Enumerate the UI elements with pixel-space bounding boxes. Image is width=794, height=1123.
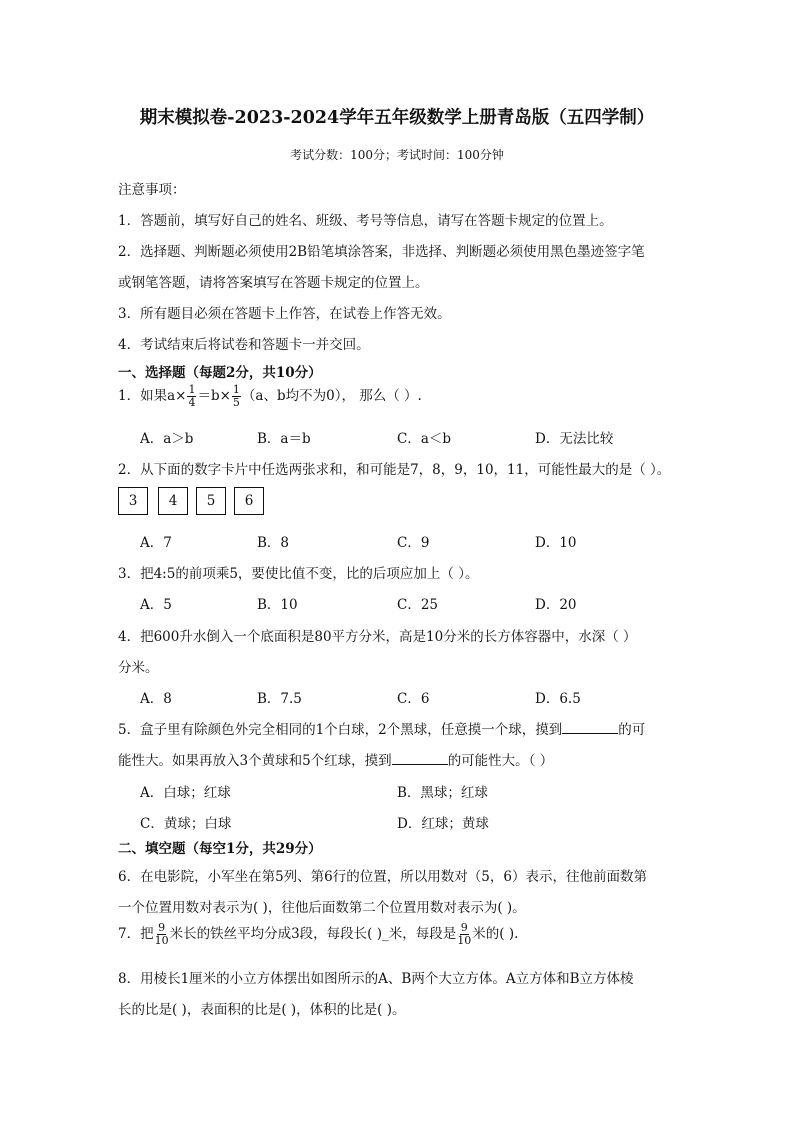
answer-blank [562, 721, 618, 734]
question-7: 7．把 $\frac{9}{10}$ 米长的铁丝平均分成3段，每段长( )_米，每段是 $\frac{9}{10}$ 米的( ). [118, 921, 519, 947]
question-5: 5．盒子里有除颜色外完全相同的1个白球，2个黑球，任意摸一个球，摸到 的可 [118, 722, 646, 738]
option-c: C．6 [397, 691, 430, 707]
question-5-cont: 能性大。如果再放入3个黄球和5个红球，摸到 的可能性大。（ ） [118, 753, 554, 769]
option-c: C．9 [397, 535, 430, 551]
notice-item: 3．所有题目必须在答题卡上作答，在试卷上作答无效。 [118, 306, 451, 322]
notice-item: 2．选择题、判断题必须使用2B铅笔填涂答案，非选择、判断题必须使用黑色墨迹签字笔 [118, 244, 645, 260]
page-title: 期末模拟卷-2023-2024学年五年级数学上册青岛版（五四学制） [139, 108, 655, 128]
option-a: A．8 [140, 691, 172, 707]
option-a: A．7 [140, 535, 172, 551]
question-4: 4．把600升水倒入一个底面积是80平方分米，高是10分米的长方体容器中，水深（ ） [118, 629, 637, 645]
question-8-cont: 长的比是( )，表面积的比是( )，体积的比是( )。 [118, 1002, 406, 1018]
option-d: D．红球；黄球 [397, 816, 489, 832]
number-card: 5 [196, 487, 226, 515]
option-b: B．黑球；红球 [397, 785, 488, 801]
notice-heading: 注意事项： [118, 182, 186, 198]
option-d: D．6.5 [535, 691, 581, 707]
question-6: 6．在电影院，小军坐在第5列、第6行的位置，所以用数对（5，6）表示，往他前面数第 [118, 869, 647, 885]
option-a: A．5 [140, 597, 172, 613]
option-d: D．无法比较 [535, 431, 614, 447]
option-c: C．25 [397, 597, 439, 613]
number-card: 3 [118, 487, 148, 515]
option-b: B．8 [257, 535, 290, 551]
question-8: 8．用棱长1厘米的小立方体摆出如图所示的A、B两个大立方体。A立方体和B立方体棱 [118, 971, 634, 987]
option-c: C．a＜b [397, 431, 452, 447]
notice-item: 1．答题前，填写好自己的姓名、班级、考号等信息，请写在答题卡规定的位置上。 [118, 213, 613, 229]
question-3: 3．把4:5的前项乘5，要使比值不变，比的后项应加上（ ）。 [118, 566, 479, 582]
notice-item: 或钢笔答题，请将答案填写在答题卡规定的位置上。 [118, 275, 429, 291]
option-c: C．黄球；白球 [140, 816, 232, 832]
option-a: A．白球；红球 [140, 785, 231, 801]
question-6-cont: 一个位置用数对表示为( )，往他后面数第二个位置用数对表示为( )。 [118, 900, 526, 916]
exam-info: 考试分数：100分；考试时间：100分钟 [290, 148, 504, 162]
question-2: 2．从下面的数字卡片中任选两张求和，和可能是7，8，9，10，11，可能性最大的是（ ）。 [118, 462, 671, 478]
number-card: 6 [234, 487, 264, 515]
answer-blank [392, 752, 448, 765]
option-a: A．a＞b [140, 431, 194, 447]
option-d: D．20 [535, 597, 577, 613]
question-1: 1．如果a× $\frac{1}{4}$ ＝b× $\frac{1}{5}$ （a、b均不为0）， 那么（ ）. [118, 383, 422, 409]
fraction: $\frac{1}{4}$ [188, 383, 196, 409]
fraction: $\frac{1}{5}$ [232, 383, 240, 409]
option-b: B．a＝b [257, 431, 311, 447]
fraction: $\frac{9}{10}$ [457, 921, 472, 947]
option-b: B．10 [257, 597, 298, 613]
section-heading-fill: 二、填空题（每空1分，共29分） [118, 841, 322, 857]
option-d: D．10 [535, 535, 577, 551]
notice-item: 4．考试结束后将试卷和答题卡一并交回。 [118, 337, 370, 353]
number-card: 4 [158, 487, 188, 515]
fraction: $\frac{9}{10}$ [154, 921, 169, 947]
question-4-cont: 分米。 [118, 660, 159, 676]
section-heading-choice: 一、选择题（每题2分，共10分） [118, 365, 322, 381]
option-b: B．7.5 [257, 691, 302, 707]
